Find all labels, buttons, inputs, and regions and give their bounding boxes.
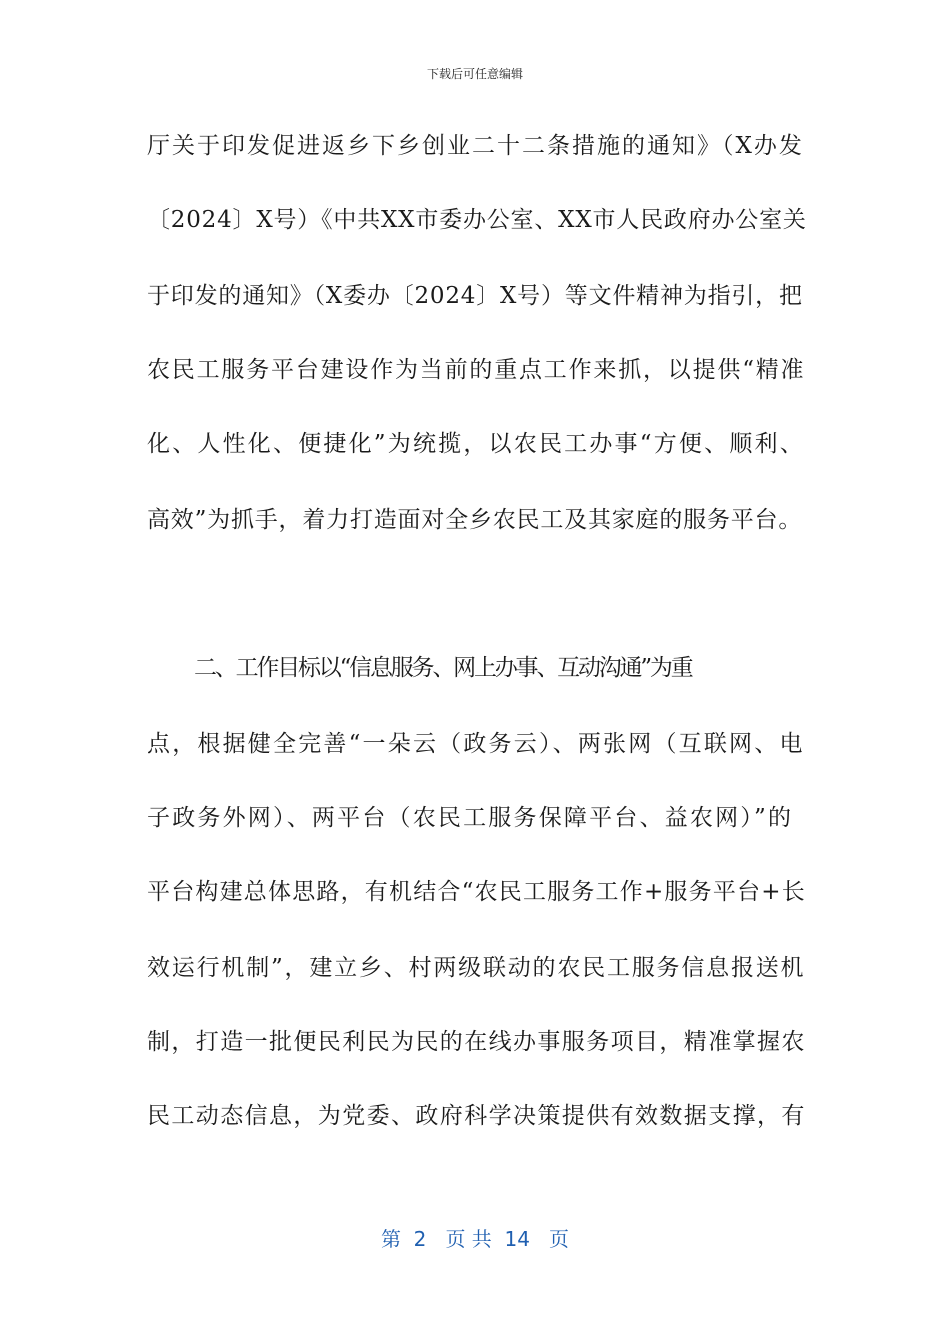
text-line: 平台构建总体思路，有机结合“农民工服务工作+服务平台+长 (147, 879, 806, 905)
text-line: 民工动态信息，为党委、政府科学决策提供有效数据支撑，有 (147, 1103, 806, 1129)
text-line: 于印发的通知》（X委办〔2024〕X号）等文件精神为指引，把 (147, 283, 803, 309)
text-line: 农民工服务平台建设作为当前的重点工作来抓，以提供“精准 (147, 357, 806, 383)
text-line: 高效”为抓手，着力打造面对全乡农民工及其家庭的服务平台。 (147, 507, 803, 533)
text-line: 子政务外网）、两平台（农民工服务保障平台、益农网）”的 (147, 805, 794, 831)
section-heading-line: 二、工作目标以“信息服务、网上办事、互动沟通”为重 (194, 655, 692, 681)
page-number-footer: 第 2 页 共 14 页 (380, 1227, 570, 1251)
page-header: 下载后可任意编辑 (426, 67, 523, 81)
text-line: 化、人性化、便捷化”为统揽，以农民工办事“方便、顺利、 (147, 431, 805, 457)
text-line: 〔2024〕X号）《中共XX市委办公室、XX市人民政府办公室关 (147, 207, 807, 233)
text-line: 制，打造一批便民利民为民的在线办事服务项目，精准掌握农 (147, 1029, 806, 1055)
text-line: 效运行机制”，建立乡、村两级联动的农民工服务信息报送机 (147, 955, 806, 981)
text-line: 点，根据健全完善“一朵云（政务云）、两张网（互联网、电 (147, 731, 805, 757)
text-line: 厅关于印发促进返乡下乡创业二十二条措施的通知》（X办发 (147, 133, 804, 159)
